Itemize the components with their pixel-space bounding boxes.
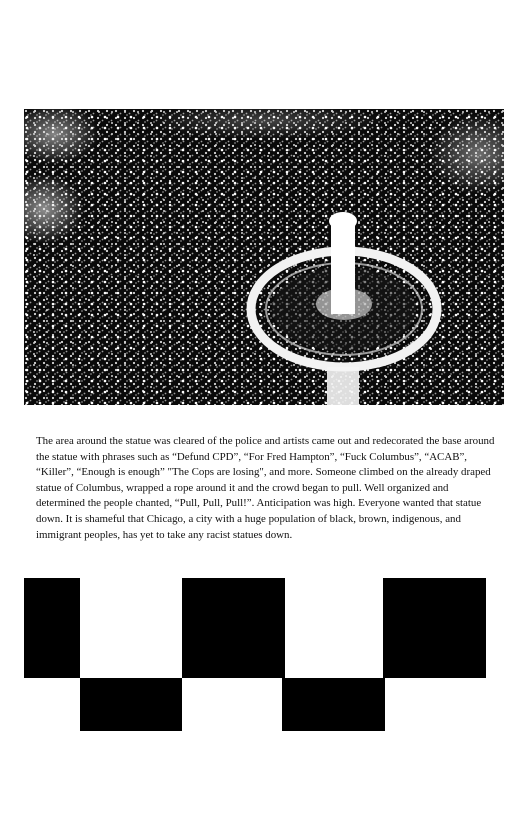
checkerboard-graphic: [24, 578, 486, 731]
checker-square: [182, 578, 285, 678]
article-paragraph: The area around the statue was cleared of the police and artists came out and redecorated the base around the statue with phrases such as “Defund CPD”, “For Fred Hampton”, “Fuck Columbus”, “ACAB”, “Killer”, “Enough is enough” "The Cops are losing", and more. Someone climbed on the already draped statue of Columbus, wrapped a rope around it and the crowd began to pull. Well organized and determined the people chanted, “Pull, Pull, Pull!”. Anticipation was high. Everyone wanted that statue down. It is shameful that Chicago, a city with a huge population of black, brown, indigenous, and immigrant peoples, has yet to take any racist statues down.: [36, 435, 495, 541]
checker-square: [80, 678, 182, 731]
checker-square: [383, 578, 486, 678]
crowd-photo: [24, 109, 504, 405]
checker-square: [24, 578, 80, 678]
checker-square: [282, 678, 385, 731]
crowd-photo-graphic: [24, 109, 504, 405]
